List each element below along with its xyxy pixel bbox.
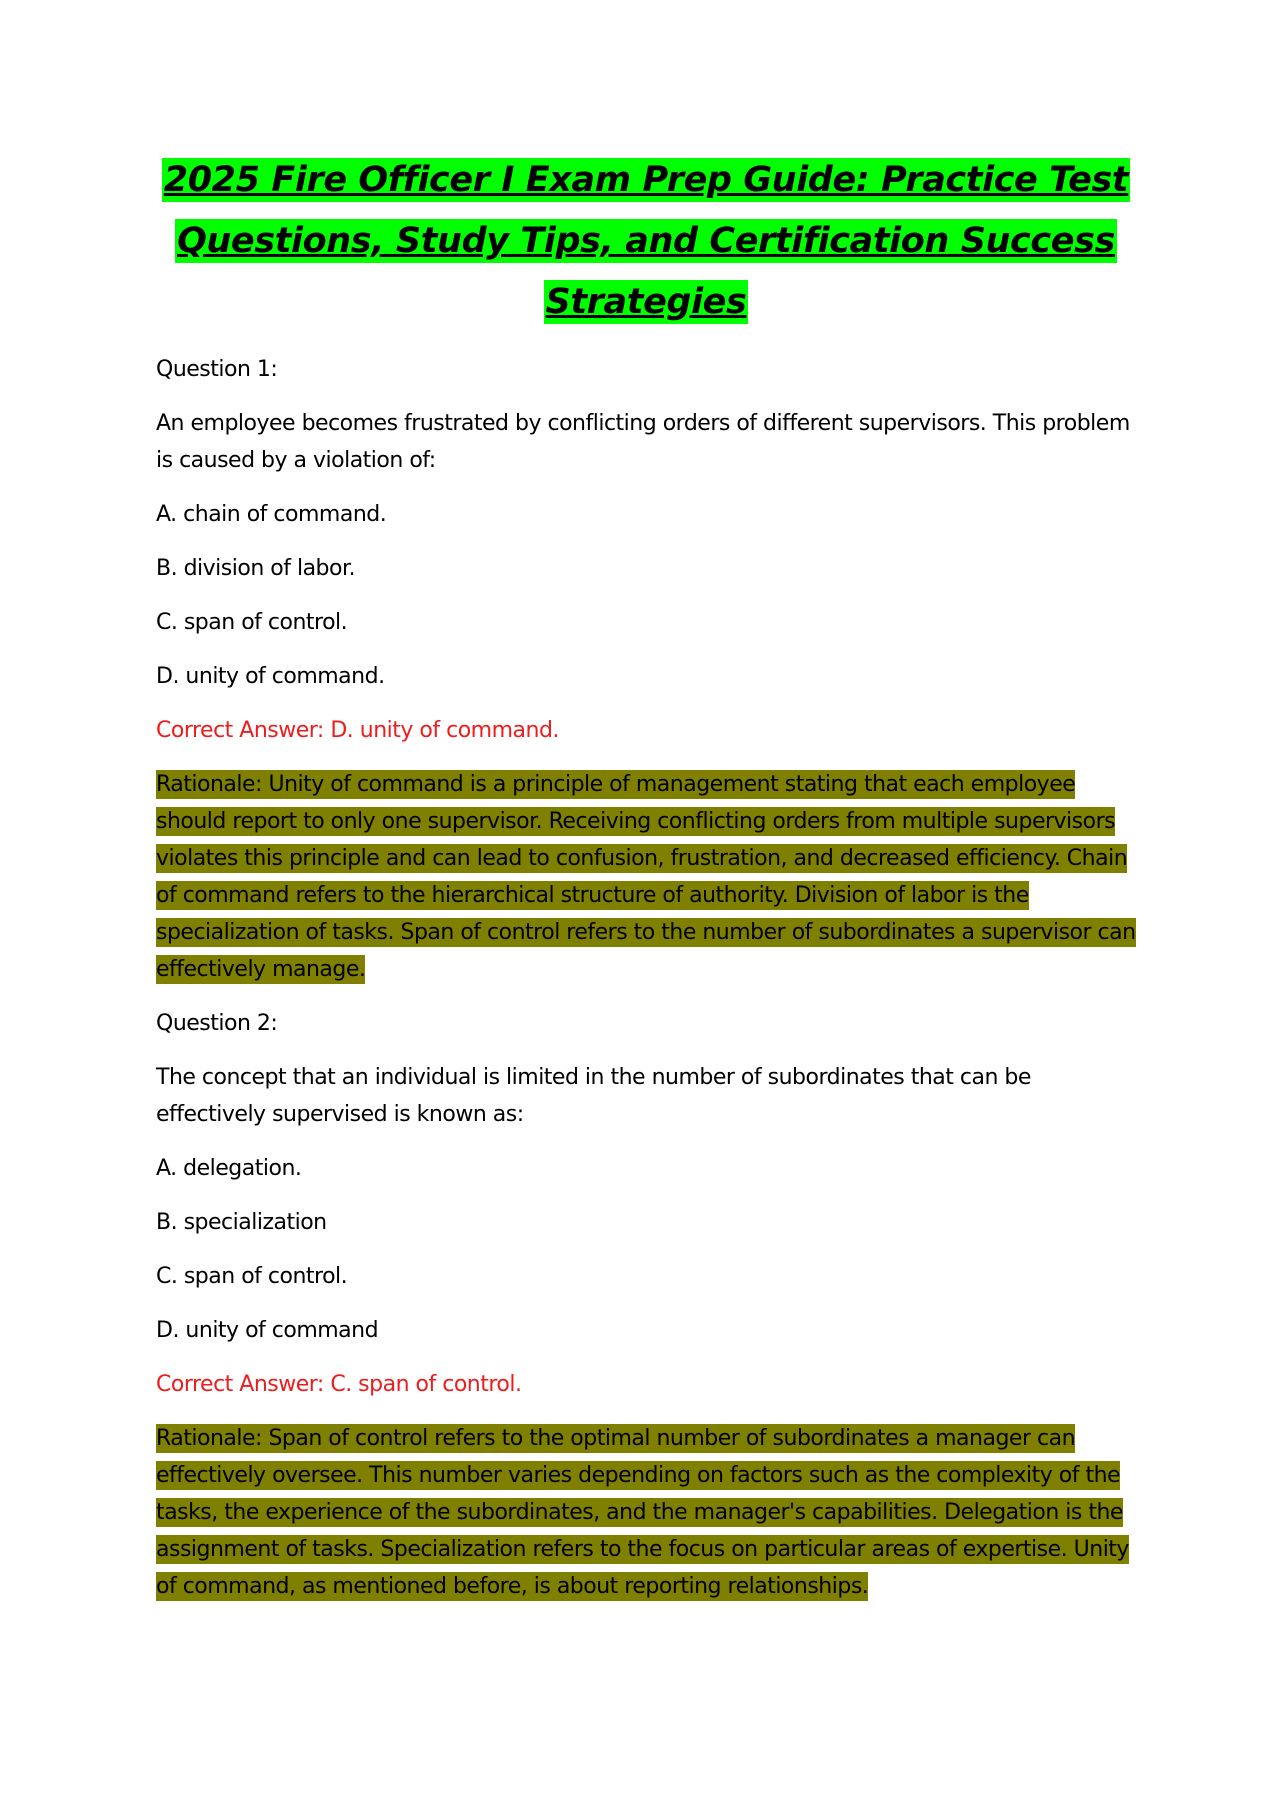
question-1-rationale bbox=[156, 766, 1136, 988]
question-1-option-d: D. unity of command. bbox=[156, 664, 385, 689]
question-1-option-a: A. chain of command. bbox=[156, 502, 387, 527]
question-1-option-c: C. span of control. bbox=[156, 610, 348, 635]
question-2-rationale bbox=[156, 1420, 1136, 1605]
question-2-option-a: A. delegation. bbox=[156, 1156, 302, 1181]
document-title bbox=[156, 150, 1136, 333]
question-1-rationale-text: Rationale: Unity of command is a principle of management stating that each employee should report to only one supervisor. Receiving conflicting orders from multiple supervisors violates this principle and can lead to confusion, frustration, and decreased efficiency. Chain of command refers to the hierarchical structure of authority. Division of labor is the specialization of tasks. Span of control refers to the number of subordinates a supervisor can effectively manage. bbox=[156, 772, 1136, 982]
question-2-option-c: C. span of control. bbox=[156, 1264, 348, 1289]
question-1-correct-answer: Correct Answer: D. unity of command. bbox=[156, 718, 559, 743]
question-1-text: An employee becomes frustrated by conflicting orders of different supervisors. This problem is caused by a violation of: bbox=[156, 411, 1130, 473]
question-2-label: Question 2: bbox=[156, 1011, 278, 1036]
question-1-label: Question 1: bbox=[156, 357, 278, 382]
question-2-text: The concept that an individual is limited in the number of subordinates that can be effectively supervised is known as: bbox=[156, 1065, 1031, 1127]
question-2-option-b: B. specialization bbox=[156, 1210, 327, 1235]
question-2-rationale-text: Rationale: Span of control refers to the optimal number of subordinates a manager can effectively oversee. This number varies depending on factors such as the complexity of the tasks, the experience of the subordinates, and the manager's capabilities. Delegation is the assignment of tasks. Specialization refers to the focus on particular areas of expertise. Unity of command, as mentioned before, is about reporting relationships. bbox=[156, 1426, 1129, 1599]
question-1-option-b: B. division of labor. bbox=[156, 556, 355, 581]
document-page bbox=[156, 150, 1136, 1622]
question-2-correct-answer: Correct Answer: C. span of control. bbox=[156, 1372, 522, 1397]
document-title-text: 2025 Fire Officer I Exam Prep Guide: Practice Test Questions, Study Tips, and Certification Success Strategies bbox=[163, 160, 1129, 322]
question-2-option-d: D. unity of command bbox=[156, 1318, 379, 1343]
